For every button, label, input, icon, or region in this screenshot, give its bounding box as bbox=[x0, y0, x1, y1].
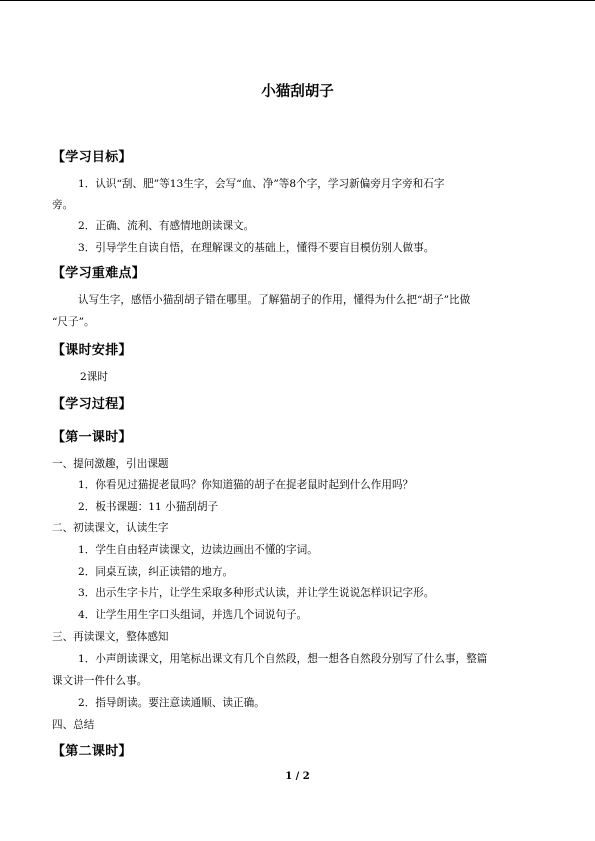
lesson1-part3-item-2: 2．指导朗读。要注意读通顺、读正确。 bbox=[78, 697, 265, 709]
goal-item-1-cont: 旁。 bbox=[52, 199, 74, 211]
key-points-line-1: 认写生字，感悟小猫刮胡子错在哪里。了解猫胡子的作用，懂得为什么把“胡子”比做 bbox=[78, 294, 471, 306]
lesson1-part2-item-2: 2．同桌互读，纠正读错的地方。 bbox=[78, 566, 234, 578]
top-rule bbox=[0, 0, 595, 1]
goal-item-3: 3．引导学生自读自悟，在理解课文的基础上，懂得不要盲目模仿别人做事。 bbox=[78, 242, 435, 254]
heading-lesson-1: 【第一课时】 bbox=[52, 430, 132, 445]
heading-key-points: 【学习重难点】 bbox=[52, 266, 146, 281]
lesson1-part4-title: 四、总结 bbox=[52, 719, 95, 731]
lesson1-part1-item-1: 1．你看见过猫捉老鼠吗？你知道猫的胡子在捉老鼠时起到什么作用吗？ bbox=[78, 479, 414, 491]
schedule-text: 2课时 bbox=[80, 371, 108, 383]
lesson1-part3-item-1-cont: 课文讲一件什么事。 bbox=[52, 675, 148, 687]
heading-lesson-2: 【第二课时】 bbox=[52, 744, 132, 759]
lesson1-part1-item-2: 2．板书课题：11 小猫刮胡子 bbox=[78, 501, 219, 513]
lesson1-part3-item-1: 1．小声朗读课文，用笔标出课文有几个自然段，想一想各自然段分别写了什么事，整篇 bbox=[78, 653, 488, 665]
lesson1-part1-title: 一、提问激趣，引出课题 bbox=[52, 458, 169, 470]
heading-schedule: 【课时安排】 bbox=[52, 343, 132, 358]
lesson1-part2-item-4: 4．让学生用生字口头组词，并选几个词说句子。 bbox=[78, 609, 308, 621]
goal-item-1: 1．认识“刮、肥”等13生字，会写“血、净”等8个字，学习新偏旁月字旁和石字 bbox=[78, 178, 445, 190]
lesson1-part2-title: 二、初读课文，认读生字 bbox=[52, 522, 169, 534]
goal-item-2: 2．正确、流利、有感情地朗读课文。 bbox=[78, 220, 255, 232]
lesson1-part3-title: 三、再读课文，整体感知 bbox=[52, 631, 169, 643]
lesson1-part2-item-1: 1．学生自由轻声读课文，边读边画出不懂的字词。 bbox=[78, 544, 318, 556]
heading-learning-process: 【学习过程】 bbox=[52, 397, 132, 412]
heading-learning-goals: 【学习目标】 bbox=[52, 150, 132, 165]
key-points-line-2: “尺子”。 bbox=[52, 316, 95, 328]
lesson1-part2-item-3: 3．出示生字卡片，让学生采取多种形式认读，并让学生说说怎样识记字形。 bbox=[78, 587, 435, 599]
page-number: 1 / 2 bbox=[285, 771, 310, 782]
document-title: 小猫刮胡子 bbox=[261, 84, 334, 100]
